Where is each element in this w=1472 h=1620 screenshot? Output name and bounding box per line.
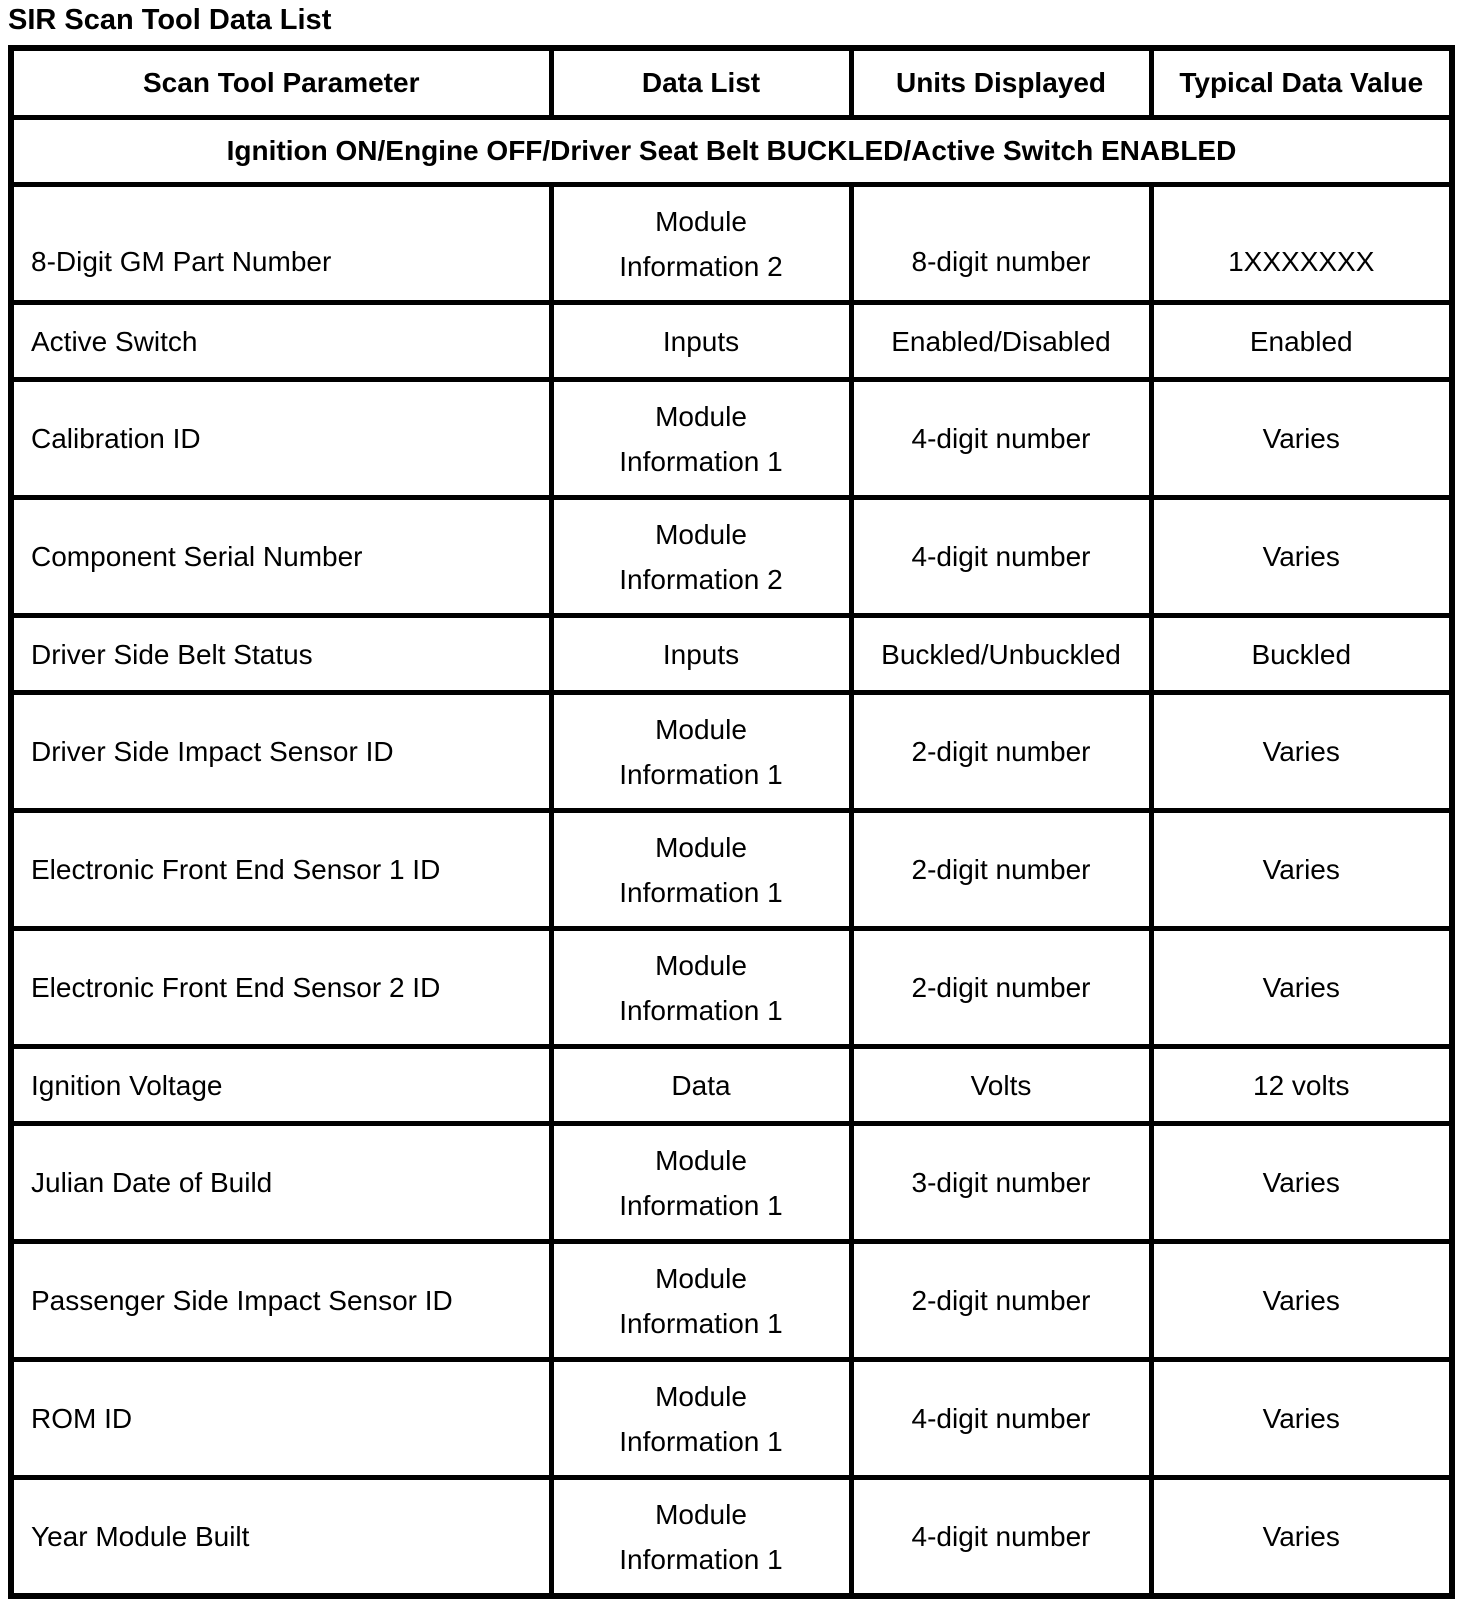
parameter-cell (11, 1360, 551, 1478)
units-cell (851, 693, 1151, 811)
table-head (11, 48, 1452, 185)
value-cell (1151, 616, 1452, 693)
table-row (11, 185, 1452, 303)
cell-text-line: Varies (1262, 423, 1340, 454)
value-cell (1151, 1478, 1452, 1597)
units-cell (851, 1047, 1151, 1124)
cell-text-line: Information 1 (619, 1189, 783, 1221)
units-cell (851, 185, 1151, 303)
units-cell (851, 1478, 1151, 1597)
table-row (11, 380, 1452, 498)
data-list-cell (551, 498, 851, 616)
value-cell (1151, 1242, 1452, 1360)
column-header-data-list: Data List (551, 48, 851, 118)
cell-text-line: 12 volts (1253, 1069, 1350, 1101)
cell-text-line: Enabled (1249, 325, 1353, 357)
units-cell (851, 811, 1151, 929)
cell-text-line: Component Serial Number (31, 541, 363, 572)
units-cell (851, 1242, 1151, 1360)
cell-text-line: Enabled/Disabled (891, 325, 1111, 357)
cell-text-line: Varies (1262, 972, 1340, 1003)
table-row (11, 1360, 1452, 1478)
units-cell (851, 303, 1151, 380)
value-cell (1151, 185, 1452, 303)
cell-text-line: Electronic Front End Sensor 1 ID (31, 854, 441, 885)
cell-text-line: Module (655, 1144, 747, 1176)
cell-text-line: Information 2 (619, 250, 783, 282)
cell-text-line: 8-Digit GM Part Number (31, 246, 332, 277)
cell-text-line: Volts (970, 1069, 1032, 1101)
table-row (11, 1478, 1452, 1597)
value-cell (1151, 1360, 1452, 1478)
cell-text-line: 2-digit number (911, 854, 1091, 885)
sir-scan-tool-data-table (8, 45, 1455, 1599)
cell-text-line: Data (671, 1069, 731, 1101)
cell-text-line: Module (655, 1498, 747, 1530)
table-row (11, 693, 1452, 811)
data-list-cell (551, 1047, 851, 1124)
cell-text-line: Passenger Side Impact Sensor ID (31, 1285, 453, 1316)
units-cell (851, 1360, 1151, 1478)
cell-text-line: Calibration ID (31, 423, 201, 454)
cell-text-line: 1XXXXXXX (1228, 246, 1375, 277)
cell-text-line: Information 1 (619, 1543, 783, 1575)
units-cell (851, 498, 1151, 616)
cell-text-line: Information 1 (619, 994, 783, 1026)
cell-text-line: Module (655, 400, 747, 432)
parameter-cell (11, 1047, 551, 1124)
cell-text-line: Varies (1262, 1521, 1340, 1552)
table-row (11, 1124, 1452, 1242)
cell-text-line: Driver Side Belt Status (31, 638, 313, 670)
table-row (11, 498, 1452, 616)
parameter-cell (11, 616, 551, 693)
cell-text-line: Buckled (1251, 638, 1352, 670)
column-header-scan-tool-parameter: Scan Tool Parameter (11, 48, 551, 118)
parameter-cell (11, 1124, 551, 1242)
cell-text-line: Module (655, 949, 747, 981)
parameter-cell (11, 1242, 551, 1360)
value-cell (1151, 811, 1452, 929)
value-cell (1151, 380, 1452, 498)
value-cell (1151, 1124, 1452, 1242)
table-row (11, 811, 1452, 929)
parameter-cell (11, 380, 551, 498)
cell-text-line: Ignition Voltage (31, 1069, 223, 1101)
table-body (11, 185, 1452, 1597)
parameter-cell (11, 185, 551, 303)
cell-text-line: 4-digit number (911, 1521, 1091, 1552)
table-row (11, 303, 1452, 380)
units-cell (851, 616, 1151, 693)
data-list-cell (551, 811, 851, 929)
units-cell (851, 1124, 1151, 1242)
cell-text-line: ROM ID (31, 1403, 133, 1434)
cell-text-line: 2-digit number (911, 736, 1091, 767)
cell-text-line: Julian Date of Build (31, 1167, 273, 1198)
condition-row (11, 118, 1452, 185)
table-row (11, 616, 1452, 693)
value-cell (1151, 1047, 1452, 1124)
data-list-cell (551, 1360, 851, 1478)
parameter-cell (11, 498, 551, 616)
table-row (11, 1047, 1452, 1124)
cell-text-line: 4-digit number (911, 541, 1091, 572)
data-list-cell (551, 1124, 851, 1242)
cell-text-line: 2-digit number (911, 1285, 1091, 1316)
data-list-cell (551, 616, 851, 693)
column-header-units-displayed: Units Displayed (851, 48, 1151, 118)
data-list-cell (551, 693, 851, 811)
cell-text-line: Module (655, 518, 747, 550)
cell-text-line: Module (655, 1380, 747, 1412)
cell-text-line: Year Module Built (31, 1521, 250, 1552)
parameter-cell (11, 929, 551, 1047)
data-list-cell (551, 303, 851, 380)
data-list-cell (551, 1478, 851, 1597)
cell-text-line: 4-digit number (911, 1403, 1091, 1434)
condition-text: Ignition ON/Engine OFF/Driver Seat Belt BUCKLED/Active Switch ENABLED (11, 118, 1452, 185)
cell-text-line: Varies (1262, 1285, 1340, 1316)
column-header-typical-data-value: Typical Data Value (1151, 48, 1452, 118)
table-row (11, 1242, 1452, 1360)
cell-text-line: Information 1 (619, 758, 783, 790)
header-row (11, 48, 1452, 118)
cell-text-line: Module (655, 205, 747, 237)
parameter-cell (11, 1478, 551, 1597)
data-list-cell (551, 380, 851, 498)
cell-text-line: Buckled/Unbuckled (881, 638, 1121, 670)
cell-text-line: Electronic Front End Sensor 2 ID (31, 972, 441, 1003)
cell-text-line: Inputs (662, 325, 740, 357)
table-row (11, 929, 1452, 1047)
cell-text-line: 8-digit number (911, 246, 1091, 277)
cell-text-line: Varies (1262, 736, 1340, 767)
data-list-cell (551, 929, 851, 1047)
cell-text-line: 4-digit number (911, 423, 1091, 454)
value-cell (1151, 303, 1452, 380)
cell-text-line: Information 1 (619, 1307, 783, 1339)
cell-text-line: Information 1 (619, 1425, 783, 1457)
cell-text-line: Inputs (662, 638, 740, 670)
cell-text-line: Varies (1262, 854, 1340, 885)
data-list-cell (551, 1242, 851, 1360)
cell-text-line: 3-digit number (911, 1167, 1091, 1198)
cell-text-line: Module (655, 713, 747, 745)
page-title: SIR Scan Tool Data List (8, 4, 332, 36)
value-cell (1151, 693, 1452, 811)
cell-text-line: Varies (1262, 1167, 1340, 1198)
cell-text-line: Active Switch (31, 325, 198, 357)
cell-text-line: Varies (1262, 1403, 1340, 1434)
cell-text-line: 2-digit number (911, 972, 1091, 1003)
data-list-cell (551, 185, 851, 303)
cell-text-line: Information 1 (619, 876, 783, 908)
cell-text-line: Module (655, 1262, 747, 1294)
parameter-cell (11, 303, 551, 380)
parameter-cell (11, 811, 551, 929)
cell-text-line: Information 2 (619, 563, 783, 595)
cell-text-line: Module (655, 831, 747, 863)
units-cell (851, 929, 1151, 1047)
units-cell (851, 380, 1151, 498)
cell-text-line: Driver Side Impact Sensor ID (31, 736, 394, 767)
parameter-cell (11, 693, 551, 811)
value-cell (1151, 498, 1452, 616)
cell-text-line: Varies (1262, 541, 1340, 572)
cell-text-line: Information 1 (619, 445, 783, 477)
value-cell (1151, 929, 1452, 1047)
